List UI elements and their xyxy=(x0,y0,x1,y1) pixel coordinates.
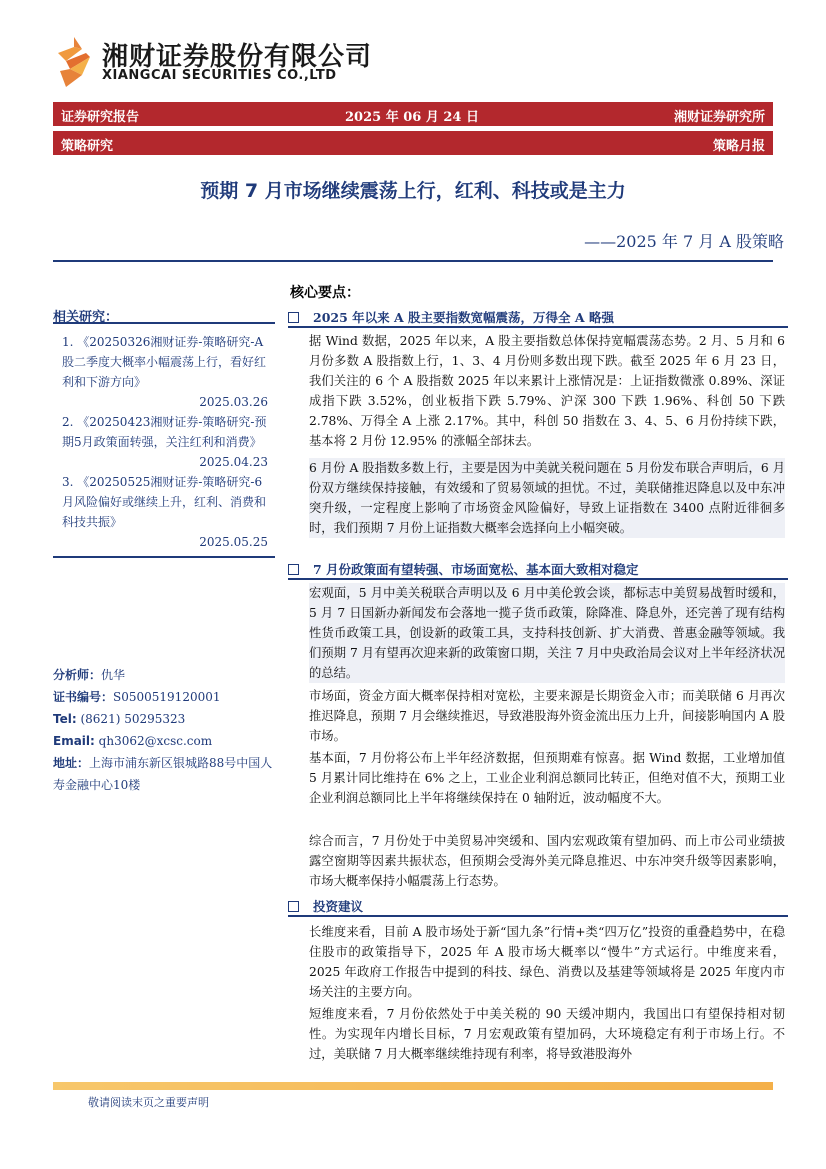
institute-name: 湘财证券研究所 xyxy=(673,110,765,125)
paragraph: 短维度来看，7 月份依然处于中美关税的 90 天缓冲期内，我国出口有望保持相对韧性。为实现年内增长目标，7 月宏观政策有望加码，大环境稳定有利于市场上行。不过，美联储 7 月大概率继续维持现有利率，将导致港股海外 xyxy=(309,1007,785,1061)
paragraph: 宏观面，5 月中美关税联合声明以及 6 月中美伦敦会谈，都标志中美贸易战暂时缓和，5 月 7 日国新办新闻发布会落地一揽子货币政策，除降准、降息外，还完善了现有结构性货币政策工具，创设新的政策工具，支持科技创新、扩大消费、普惠金融等领域。我们预期 7 月有望再次迎来新的政策窗口期，关注 7 月中央政治局会议对上半年经济状况的总结。 xyxy=(309,583,785,683)
category-label: 策略研究 xyxy=(61,139,114,154)
report-date: 2025 年 06 月 24 日 xyxy=(345,110,479,125)
section-heading-3 xyxy=(288,897,363,915)
analyst-cert: S0500519120001 xyxy=(113,690,221,704)
footer-bar xyxy=(53,1082,773,1090)
company-name-en: XIANGCAI SECURITIES CO.,LTD xyxy=(102,68,337,83)
checkbox-square-icon xyxy=(288,312,299,323)
paragraph: 据 Wind 数据，2025 年以来，A 股主要指数总体保持宽幅震荡态势。2 月、5 月和 6 月份多数 A 股指数上行，1、3、4 月份则多数出现下跌。截至 2025 年 6 月 23 日，我们关注的 6 个 A 股指数 2025 年以来累计上涨情况是：上证指数微涨 0.89%、深证成指下跌 3.52%，创业板指下跌 5.79%、沪深 300 下跌 1.96%、科创 50 下跌 2.78%、万得全 A 上涨 2.17%。其中，科创 50 指数在 3、4、5、6 月份持续下跌，基本将 2 月份 12.95% 的涨幅全部抹去。 xyxy=(309,334,785,448)
paragraph: 6 月份 A 股指数多数上行，主要是因为中美就关税问题在 5 月份发布联合声明后，6 月份双方继续保持接触，有效缓和了贸易领域的担忧。不过，美联储推迟降息以及中东冲突升级，一定程度上影响了市场资金风险偏好，导致上证指数在 3400 点附近徘徊多时，我们预期 7 月份上证指数大概率会选择向上小幅突破。 xyxy=(309,458,785,538)
checkbox-square-icon xyxy=(288,564,299,575)
section-divider xyxy=(288,578,788,580)
paragraph: 基本面，7 月份将公布上半年经济数据，但预期难有惊喜。据 Wind 数据，工业增加值 5 月累计同比维持在 6% 之上，工业企业利润总额同比转正，但绝对值不大，预期工业企业利润总额同比上半年将继续保持在 0 轴附近，波动幅度不大。 xyxy=(309,751,785,805)
section-heading-1 xyxy=(288,308,614,326)
related-item-date: 2025.03.26 xyxy=(199,395,268,409)
related-item[interactable] xyxy=(62,472,268,552)
analyst-address: 上海市浦东新区银城路88号中国人寿金融中心10楼 xyxy=(53,756,273,792)
section-heading-2 xyxy=(288,560,639,578)
analyst-addr-label: 地址： xyxy=(53,756,90,770)
xiangcai-logo-icon xyxy=(52,35,96,89)
header-bar-top xyxy=(53,102,773,126)
report-subtitle: ——2025 年 7 月 A 股策略 xyxy=(584,232,784,251)
analyst-name: 仇华 xyxy=(101,668,126,682)
related-research-list xyxy=(62,332,268,552)
checkbox-square-icon xyxy=(288,901,299,912)
related-research-heading: 相关研究： xyxy=(53,310,119,325)
section-divider xyxy=(288,915,788,917)
analyst-cert-row xyxy=(53,686,283,708)
analyst-email[interactable]: qh3062@xcsc.com xyxy=(98,734,213,748)
section-heading-text: 7 月份政策面有望转强、市场面宽松、基本面大致相对稳定 xyxy=(313,562,639,577)
analyst-addr-row xyxy=(53,752,283,796)
analyst-cert-label: 证书编号： xyxy=(53,690,114,704)
section-divider xyxy=(288,326,788,328)
report-type-label: 证券研究报告 xyxy=(61,110,140,125)
related-item[interactable] xyxy=(62,332,268,412)
paragraph: 长维度来看，目前 A 股市场处于新“国九条”行情+类“四万亿”投资的重叠趋势中，在稳住股市的政策指导下，2025 年 A 股市场大概率以“慢牛”方式运行。中维度来看，2025 年政府工作报告中提到的科技、绿色、消费以及基建等领域将是 2025 年度内市场关注的主要方向。 xyxy=(309,925,785,999)
related-item[interactable] xyxy=(62,412,268,472)
footer-disclaimer-note: 敬请阅读末页之重要声明 xyxy=(88,1096,209,1109)
sub-category-label: 策略月报 xyxy=(712,139,765,154)
analyst-info xyxy=(53,664,283,796)
analyst-name-row xyxy=(53,664,283,686)
paragraph: 市场面，资金方面大概率保持相对宽松，主要来源是长期资金入市；而美联储 6 月再次推迟降息，预期 7 月会继续推迟，导致港股海外资金流出压力上升，间接影响国内 A 股市场。 xyxy=(309,689,785,743)
analyst-name-label: 分析师： xyxy=(53,668,102,682)
section-heading-text: 2025 年以来 A 股主要指数宽幅震荡，万得全 A 略强 xyxy=(313,310,614,325)
report-title: 预期 7 月市场继续震荡上行，红利、科技或是主力 xyxy=(200,180,626,202)
related-item-title: 3. 《20250525湘财证券-策略研究-6月风险偏好或继续上升，红利、消费和科技共振》 xyxy=(62,475,267,529)
analyst-tel-label: Tel: xyxy=(53,712,77,726)
company-name-cn: 湘财证券股份有限公司 xyxy=(102,42,373,72)
related-item-title: 1. 《20250326湘财证券-策略研究-A股二季度大概率小幅震荡上行，看好红利和下游方向》 xyxy=(62,335,267,389)
title-divider xyxy=(53,260,773,262)
section-heading-text: 投资建议 xyxy=(313,899,364,914)
related-item-date: 2025.04.23 xyxy=(199,455,268,469)
analyst-tel-row xyxy=(53,708,283,730)
related-item-date: 2025.05.25 xyxy=(199,535,268,549)
core-points-heading: 核心要点： xyxy=(290,285,360,301)
analyst-email-row xyxy=(53,730,283,752)
analyst-tel: (8621) 50295323 xyxy=(80,712,186,726)
analyst-email-label: Email: xyxy=(53,734,95,748)
related-item-title: 2. 《20250423湘财证券-策略研究-预期5月政策面转强，关注红利和消费》 xyxy=(62,415,267,449)
paragraph: 综合而言，7 月份处于中美贸易冲突缓和、国内宏观政策有望加码、而上市公司业绩披露空窗期等因素共振状态，但预期会受海外美元降息推迟、中东冲突升级等因素影响，市场大概率保持小幅震荡上行态势。 xyxy=(309,834,785,888)
header-bar-bottom xyxy=(53,131,773,155)
